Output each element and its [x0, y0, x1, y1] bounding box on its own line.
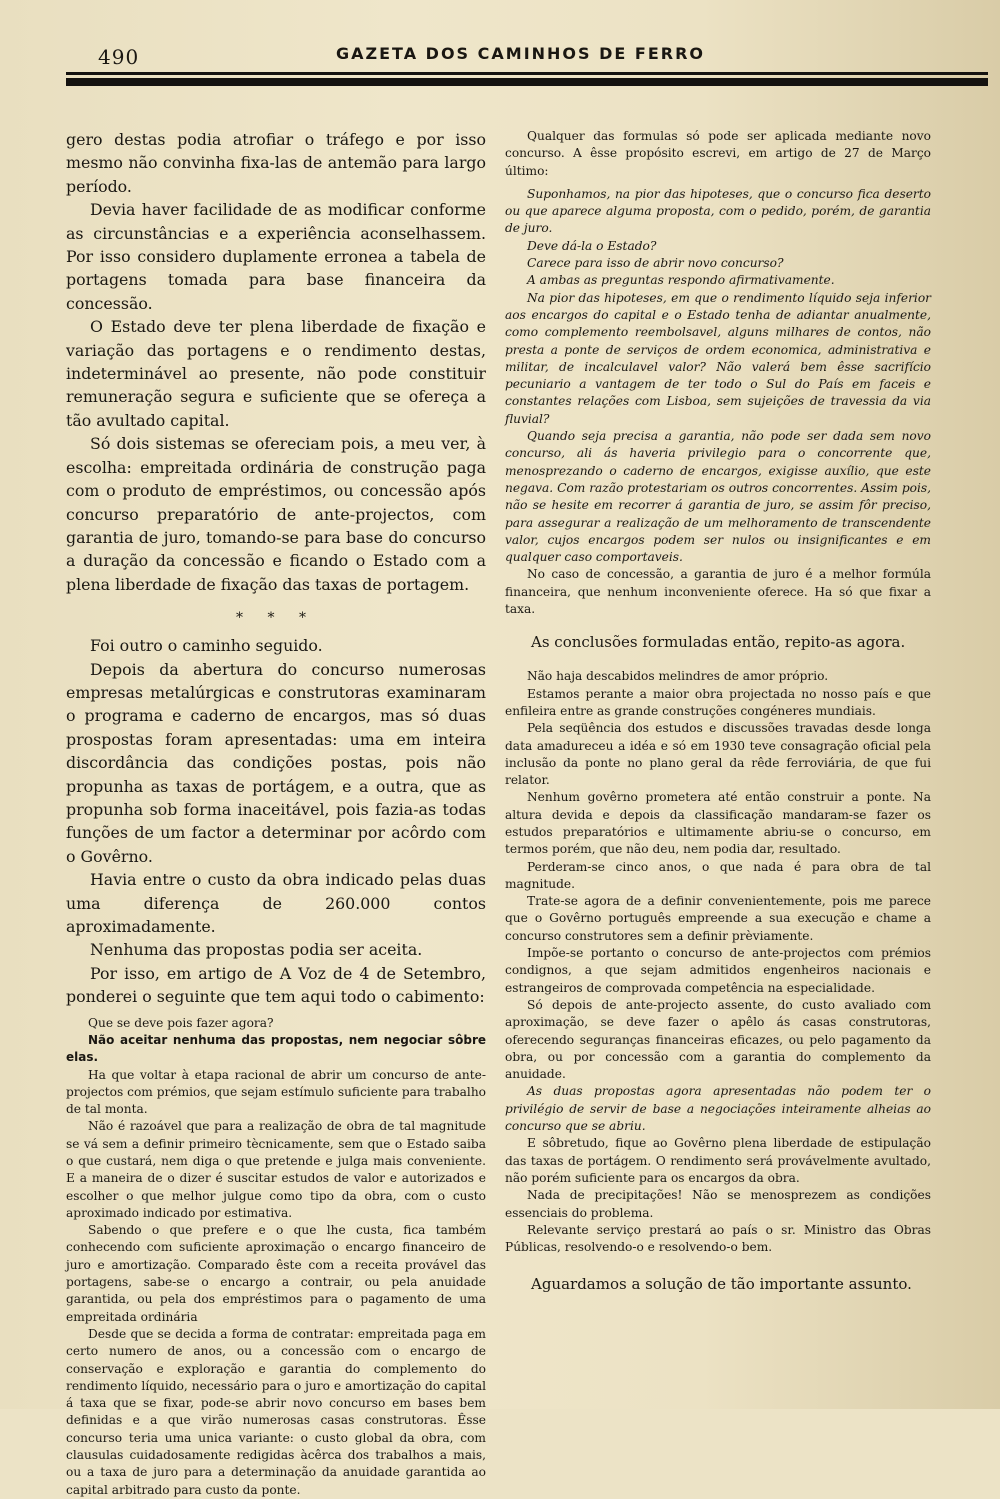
left-large-text-2	[66, 634, 486, 1009]
paragraph: Só dois sistemas se ofereciam pois, a meu ver, à escolha: empreitada ordinária de construção paga com o produto de empréstimos, ou concessão após concurso preparatório de ante-projectos, com garantia de juro, tomando-se para base do concurso a duração da concessão e ficando o Estado com a plena liberdade de fixação das taxas de portagem.	[66, 434, 486, 594]
conclusion-paragraph: Impõe-se portanto o concurso de ante-projectos com prémios condignos, a que sejam admitidos engenheiros nacionais e estrangeiros de comprovada competência na especialidade.	[505, 946, 931, 995]
conclusion-paragraph: Nada de precipitações! Não se menosprezem as condições essenciais do problema.	[505, 1188, 931, 1220]
left-small-text	[66, 1015, 486, 1499]
conclusion-paragraph: As duas propostas agora apresentadas não podem ter o privilégio de servir de base a negociações inteiramente alheias ao concurso que se abriu.	[505, 1084, 931, 1134]
closing-line: Aguardamos a solução de tão importante assunto.	[531, 1275, 912, 1294]
paragraph: Por isso, em artigo de A Voz de 4 de Setembro, ponderei o seguinte que tem aqui todo o cabimento:	[66, 963, 486, 1007]
conclusion-paragraph: Pela seqüência dos estudos e discussões travadas desde longa data amadureceu a idéa e só em 1930 teve consagração oficial pela inclusão da ponte no plano geral da rêde ferroviária, de que fui relator.	[505, 721, 931, 788]
paragraph: Nenhuma das propostas podia ser aceita.	[90, 940, 423, 960]
quote-paragraph: Suponhamos, na pior das hipoteses, que o concurso fica deserto ou que aparece alguma proposta, com o pedido, porém, de garantia de juro.	[505, 186, 931, 236]
quote-paragraph: Carece para isso de abrir novo concurso?	[527, 256, 784, 271]
header-rule-thin	[66, 72, 988, 75]
header-rule	[66, 72, 988, 88]
conclusions-list	[505, 668, 931, 1256]
paragraph: Desde que se decida a forma de contratar: empreitada paga em certo numero de anos, ou a concessão com o encargo de conservação e exploração e garantia do complemento do rendimento líquido, necessário para o juro e amortização do capital á taxa que se fixar, pode-se abrir novo concurso em bases bem definidas e a que virão numerosas casas construtoras. Êsse concurso teria uma unica variante: o custo global da obra, com clausulas cuidadosamente redigidas àcêrca dos trabalhos a mais, ou a taxa de juro para a determinação da anuidade garantida ao capital arbitrado para custo da ponte.	[66, 1326, 486, 1497]
right-column	[505, 128, 931, 1294]
conclusion-paragraph: E sôbretudo, fique ao Govêrno plena liberdade de estipulação das taxas de portágem. O rendimento será provávelmente avultado, não porém suficiente para os encargos da obra.	[505, 1136, 931, 1185]
quote-paragraph: A ambas as preguntas respondo afirmativamente.	[527, 273, 835, 288]
paragraph: No caso de concessão, a garantia de juro é a melhor formúla financeira, que nenhum inconveniente oferece. Ha só que fixar a taxa.	[505, 567, 931, 617]
bold-answer: Não aceitar nenhuma das propostas, nem negociar sôbre elas.	[66, 1032, 486, 1065]
section-separator: * * *	[236, 610, 316, 627]
paragraph: gero destas podia atrofiar o tráfego e por isso mesmo não convinha fixa-las de antemão para largo período.	[66, 130, 486, 196]
paragraph: Qualquer das formulas só pode ser aplicada mediante novo concurso. A êsse propósito escrevi, em artigo de 27 de Março último:	[505, 129, 931, 178]
paragraph: Sabendo o que prefere e o que lhe custa, fica também conhecendo com suficiente aproximação o encargo financeiro de juro e amortização. Comparado êste com a receita provável das portagens, sabe-se o encargo a contrair, ou pela anuidade garantida, ou pela dos empréstimos para o pagamento de uma empreitada ordinária	[66, 1223, 486, 1324]
conclusion-paragraph: Estamos perante a maior obra projectada no nosso país e que enfileira entre as grande construções congéneres mundiais.	[505, 686, 931, 718]
question-line: Que se deve pois fazer agora?	[88, 1015, 274, 1030]
paragraph: Depois da abertura do concurso numerosas empresas metalúrgicas e construtoras examinaram o programa e caderno de encargos, mas só duas prospostas foram apresentadas: uma em inteira discordância das condições postas, pois não propunha as taxas de portágem, e a outra, que as propunha sob forma inaceitável, pois fazia-as todas funções de um factor a determinar por acôrdo com o Govêrno.	[66, 659, 486, 866]
left-large-text-1	[66, 128, 486, 596]
paragraph: Ha que voltar à etapa racional de abrir um concurso de ante-projectos com prémios, que sejam estímulo suficiente para trabalho de tal monta.	[66, 1067, 487, 1117]
conclusion-paragraph: Nenhum govêrno prometera até então construir a ponte. Na altura devida e depois da classificação mandaram-se fazer os estudos preparatórios e ultimamente abriu-se o concurso, em termos porém, que não deu, nem podia dar, resultado.	[505, 790, 931, 857]
right-small-text	[505, 128, 931, 618]
left-column	[66, 128, 486, 1499]
paragraph: Devia haver facilidade de as modificar conforme as circunstâncias e a experiência aconselhassem. Por isso considero duplamente erronea a tabela de portagens tomada para base financeira da concessão.	[66, 200, 486, 313]
paragraph: Havia entre o custo da obra indicado pelas duas uma diferença de 260.000 contos aproximadamente.	[66, 870, 486, 936]
conclusion-paragraph: Só depois de ante-projecto assente, do custo avaliado com aproximação, se deve fazer o apêlo ás casas construtoras, oferecendo seguranças financeiras eficazes, ou pelo pagamento da obra, ou por concessão com a garantia do complemento da anuidade.	[505, 997, 931, 1082]
quote-paragraph: Deve dá-la o Estado?	[527, 238, 657, 253]
paragraph: Não é razoável que para a realização de obra de tal magnitude se vá sem a definir primeiro tècnicamente, sem que o Estado saiba o que custará, nem diga o que pretende e julga mais conveniente. E a maneira de o dizer é suscitar estudos de valor e autorizados e escolher o que melhor julgue como tipo da obra, com o custo aproximado indicado por estimativa.	[66, 1119, 486, 1220]
paragraph: O Estado deve ter plena liberdade de fixação e variação das portagens e o rendimento destas, indeterminável ao presente, não pode constituir remuneração segura e suficiente que se ofereça a tão avultado capital.	[66, 317, 486, 430]
conclusion-paragraph: Perderam-se cinco anos, o que nada é para obra de tal magnitude.	[505, 859, 931, 891]
quote-paragraph: Na pior das hipoteses, em que o rendimento líquido seja inferior aos encargos do capital e o Estado tenha de adiantar anualmente, como complemento reembolsavel, alguns milhares de contos, não presta a ponte de serviços de ordem economica, administrativa e militar, de incalculavel valor? Não valerá bem êsse sacrifício pecuniario a vantagem de ter todo o Sul do País em faceis e constantes relações com Lisboa, sem sujeições de travessia da via fluvial?	[505, 290, 931, 426]
paragraph: Foi outro o caminho seguido.	[90, 636, 323, 656]
conclusion-paragraph: Trate-se agora de a definir convenientemente, pois me parece que o Govêrno português empreende a sua execução e chame a concurso construtores sem a definir prèviamente.	[505, 894, 931, 943]
page-number: 490	[98, 45, 140, 69]
conclusion-paragraph: Relevante serviço prestará ao país o sr. Ministro das Obras Públicas, resolvendo-o e resolvendo-o bem.	[505, 1222, 931, 1255]
quote-paragraph: Quando seja precisa a garantia, não pode ser dada sem novo concurso, ali ás haveria privilegio para o concorrente que, menosprezando o caderno de encargos, exigisse auxílio, que este negava. Com razão protestariam os outros concorrentes. Assim pois, não se hesite em recorrer á garantia de juro, se assim fôr preciso, para assegurar a realização de um melhoramento de transcendente valor, cujos encargos podem ser nulos ou insignificantes e em qualquer caso comportaveis.	[505, 429, 931, 565]
conclusion-paragraph: Não haja descabidos melindres de amor próprio.	[527, 669, 829, 684]
conclusions-heading: As conclusões formuladas então, repito-as agora.	[531, 633, 906, 652]
journal-title: GAZETA DOS CAMINHOS DE FERRO	[336, 44, 706, 63]
header-rule-thick	[66, 78, 988, 86]
